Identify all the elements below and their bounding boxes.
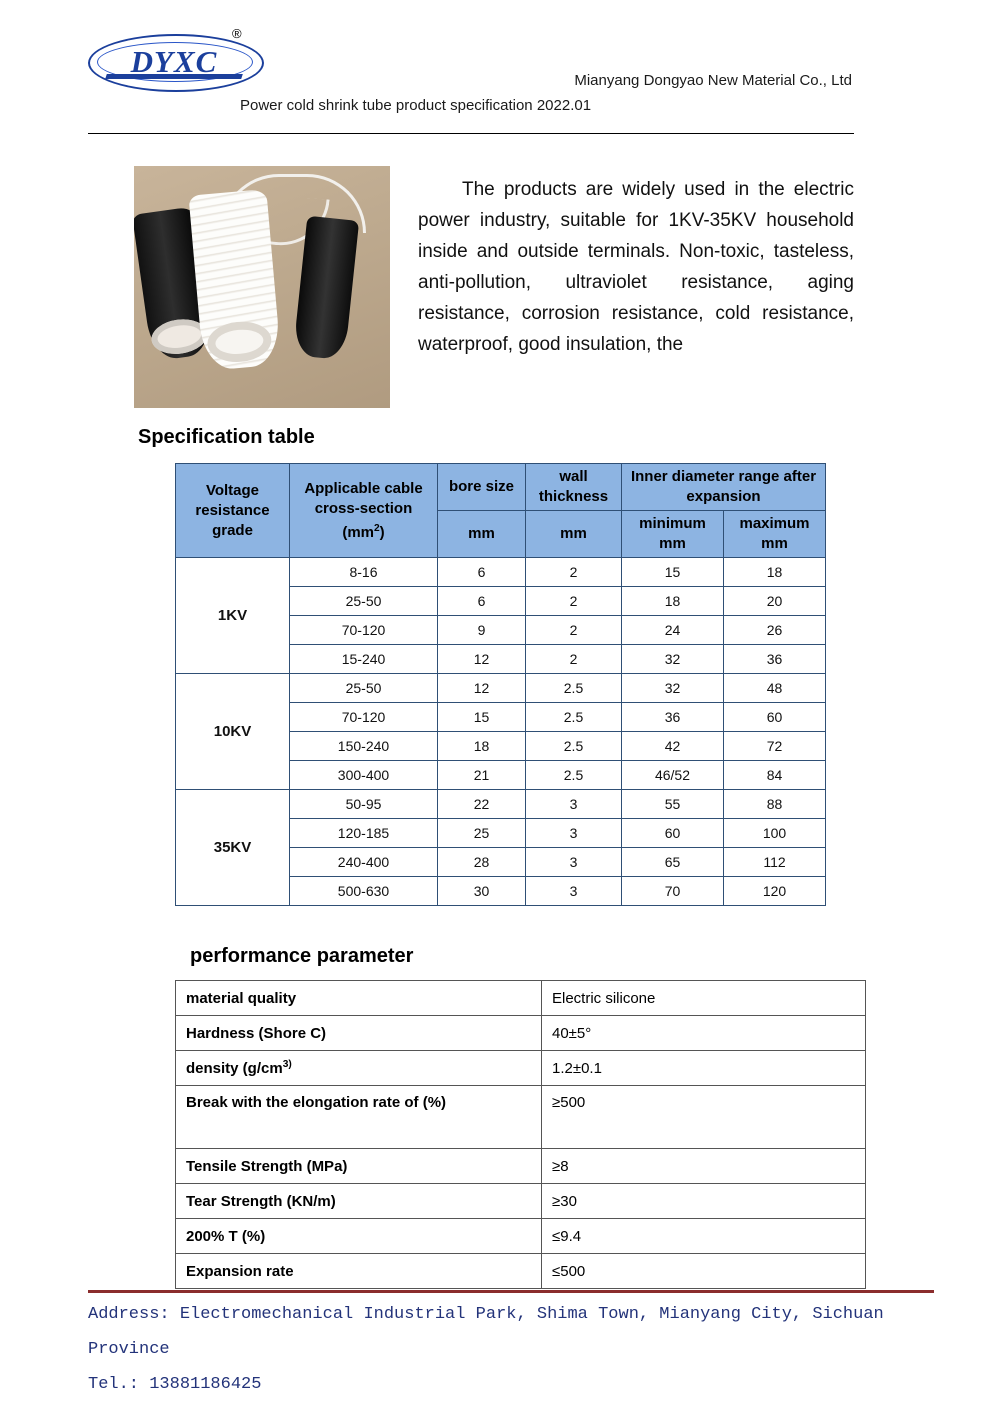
- spec-bore-size-cell: 12: [438, 645, 526, 674]
- spec-min-diameter-cell: 55: [622, 790, 724, 819]
- spec-bore-size-cell: 15: [438, 703, 526, 732]
- company-logo: [88, 24, 264, 96]
- page-header: [0, 0, 1000, 114]
- spec-bore-size-cell: 22: [438, 790, 526, 819]
- table-row: [176, 1184, 866, 1219]
- performance-parameter-value: ≥30: [542, 1184, 866, 1219]
- spec-cross-section-cell: 15-240: [290, 645, 438, 674]
- spec-max-diameter-cell: 100: [724, 819, 826, 848]
- spec-bore-size-cell: 9: [438, 616, 526, 645]
- performance-parameter-value: ≤9.4: [542, 1219, 866, 1254]
- spec-max-diameter-cell: 120: [724, 877, 826, 906]
- performance-parameter-label: density ($g/cm^{3)}$: [176, 1051, 542, 1086]
- spec-min-diameter-cell: 32: [622, 645, 724, 674]
- table-row: [176, 981, 866, 1016]
- spec-cross-section-cell: 25-50: [290, 674, 438, 703]
- spec-bore-size-cell: 25: [438, 819, 526, 848]
- performance-parameter-value: Electric silicone: [542, 981, 866, 1016]
- spec-cross-section-cell: 150-240: [290, 732, 438, 761]
- spec-wall-thickness-cell: 2: [526, 558, 622, 587]
- performance-parameter-label: Tensile Strength (MPa): [176, 1149, 542, 1184]
- spec-voltage-grade-cell: 10KV: [176, 674, 290, 790]
- spec-max-diameter-cell: 72: [724, 732, 826, 761]
- spec-col-wall-thickness-label: wall thickness: [538, 468, 609, 505]
- spec-min-diameter-cell: 32: [622, 674, 724, 703]
- spec-cross-section-cell: 70-120: [290, 703, 438, 732]
- spec-min-diameter-cell: 18: [622, 587, 724, 616]
- spec-wall-thickness-cell: 2.5: [526, 703, 622, 732]
- spec-max-diameter-cell: 88: [724, 790, 826, 819]
- spec-bore-size-cell: 18: [438, 732, 526, 761]
- spec-wall-thickness-cell: 3: [526, 819, 622, 848]
- spec-max-diameter-cell: 84: [724, 761, 826, 790]
- performance-table-title: performance parameter: [190, 945, 414, 967]
- performance-parameter-label: Break with the elongation rate of (%): [176, 1086, 542, 1149]
- footer-address-line-1: Address: Electromechanical Industrial Park, Shima Town, Mianyang City, Sichuan: [88, 1305, 884, 1324]
- spec-col-inner-range-label: Inner diameter range after expansion: [630, 468, 817, 505]
- spec-cross-section-cell: 120-185: [290, 819, 438, 848]
- footer-contact: [88, 1297, 948, 1402]
- spec-cross-section-cell: 25-50: [290, 587, 438, 616]
- table-row: [176, 1051, 866, 1086]
- product-photo: [134, 166, 390, 408]
- spec-bore-size-cell: 12: [438, 674, 526, 703]
- header-divider: [88, 133, 854, 134]
- spec-min-diameter-cell: 46/52: [622, 761, 724, 790]
- performance-parameter-label: Hardness (Shore C): [176, 1016, 542, 1051]
- spec-header-row-1: [176, 464, 826, 511]
- performance-parameter-label: 200% T (%): [176, 1219, 542, 1254]
- spec-bore-size-cell: 6: [438, 558, 526, 587]
- footer-tel-line: Tel.: 13881186425: [88, 1375, 262, 1394]
- spec-cross-section-cell: 70-120: [290, 616, 438, 645]
- spec-cross-section-cell: 240-400: [290, 848, 438, 877]
- performance-parameter-value: ≥8: [542, 1149, 866, 1184]
- intro-section: [88, 160, 854, 422]
- spec-wall-thickness-cell: 3: [526, 790, 622, 819]
- spec-col-voltage-grade-label: Voltage resistance grade: [195, 481, 270, 539]
- spec-min-diameter-cell: 60: [622, 819, 724, 848]
- spec-wall-thickness-cell: 2: [526, 587, 622, 616]
- spec-col-maximum: maximum mm: [724, 511, 826, 558]
- spec-col-inner-range: [622, 464, 826, 511]
- company-name: Mianyang Dongyao New Material Co., Ltd: [574, 72, 852, 89]
- logo-wordmark: DYXC: [130, 44, 218, 79]
- spec-min-diameter-cell: 24: [622, 616, 724, 645]
- spec-wall-thickness-cell: 2: [526, 645, 622, 674]
- spec-bore-size-cell: 28: [438, 848, 526, 877]
- spec-wall-thickness-cell: 3: [526, 848, 622, 877]
- table-row: [176, 1086, 866, 1149]
- performance-parameter-value: 1.2±0.1: [542, 1051, 866, 1086]
- performance-parameter-label: Expansion rate: [176, 1254, 542, 1289]
- spec-wall-thickness-cell: 2: [526, 616, 622, 645]
- spec-col-voltage-grade: [176, 464, 290, 558]
- spec-cross-section-cell: 8-16: [290, 558, 438, 587]
- table-row: [176, 1254, 866, 1289]
- performance-parameter-label: material quality: [176, 981, 542, 1016]
- spec-cross-section-cell: 500-630: [290, 877, 438, 906]
- spec-voltage-grade-cell: 35KV: [176, 790, 290, 906]
- performance-parameter-value: ≤500: [542, 1254, 866, 1289]
- spec-col-minimum: minimum mm: [622, 511, 724, 558]
- spec-max-diameter-cell: 20: [724, 587, 826, 616]
- spec-max-diameter-cell: 36: [724, 645, 826, 674]
- table-row: [176, 1016, 866, 1051]
- spec-wall-thickness-cell: 2.5: [526, 674, 622, 703]
- table-row: [176, 1149, 866, 1184]
- specification-table: [175, 463, 826, 906]
- spec-voltage-grade-cell: 1KV: [176, 558, 290, 674]
- spec-col-bore-unit: mm: [438, 511, 526, 558]
- spec-min-diameter-cell: 65: [622, 848, 724, 877]
- table-row: [176, 790, 826, 819]
- spec-col-bore-size-label: bore size: [448, 478, 515, 495]
- performance-parameter-value: 40±5°: [542, 1016, 866, 1051]
- spec-min-diameter-cell: 70: [622, 877, 724, 906]
- intro-paragraph: The products are widely used in the electric power industry, suitable for 1KV-35KV household inside and outside terminals. Non-toxic, tasteless, anti-pollution, ultraviolet resistance, aging resistance, corrosion resistance, cold resistance, waterproof, good insulation, the: [418, 179, 854, 355]
- table-row: [176, 558, 826, 587]
- spec-max-diameter-cell: 48: [724, 674, 826, 703]
- specification-table-title: Specification table: [138, 426, 315, 448]
- table-row: [176, 674, 826, 703]
- spec-bore-size-cell: 21: [438, 761, 526, 790]
- spec-min-diameter-cell: 15: [622, 558, 724, 587]
- footer-address-line-2: Province: [88, 1340, 170, 1359]
- document-subtitle: Power cold shrink tube product specification 2022.01: [240, 97, 592, 114]
- spec-wall-thickness-cell: 2.5: [526, 732, 622, 761]
- spec-cross-section-cell: 50-95: [290, 790, 438, 819]
- spec-wall-thickness-cell: 2.5: [526, 761, 622, 790]
- spec-max-diameter-cell: 18: [724, 558, 826, 587]
- spec-min-diameter-cell: 36: [622, 703, 724, 732]
- footer-divider: [88, 1290, 934, 1293]
- spec-bore-size-cell: 30: [438, 877, 526, 906]
- spec-max-diameter-cell: 26: [724, 616, 826, 645]
- spec-min-diameter-cell: 42: [622, 732, 724, 761]
- spec-col-bore-size: [438, 464, 526, 511]
- spec-wall-thickness-cell: 3: [526, 877, 622, 906]
- spec-col-wall-thickness: [526, 464, 622, 511]
- spec-col-wall-unit: mm: [526, 511, 622, 558]
- spec-max-diameter-cell: 112: [724, 848, 826, 877]
- table-row: [176, 1219, 866, 1254]
- spec-bore-size-cell: 6: [438, 587, 526, 616]
- spec-col-cross-section: Applicable cable cross-section $(mm^2)$: [290, 464, 438, 558]
- spec-cross-section-cell: 300-400: [290, 761, 438, 790]
- performance-table: [175, 980, 866, 1289]
- performance-parameter-value: ≥500: [542, 1086, 866, 1149]
- performance-parameter-label: Tear Strength (KN/m): [176, 1184, 542, 1219]
- registered-trademark-icon: ®: [232, 26, 242, 41]
- spec-max-diameter-cell: 60: [724, 703, 826, 732]
